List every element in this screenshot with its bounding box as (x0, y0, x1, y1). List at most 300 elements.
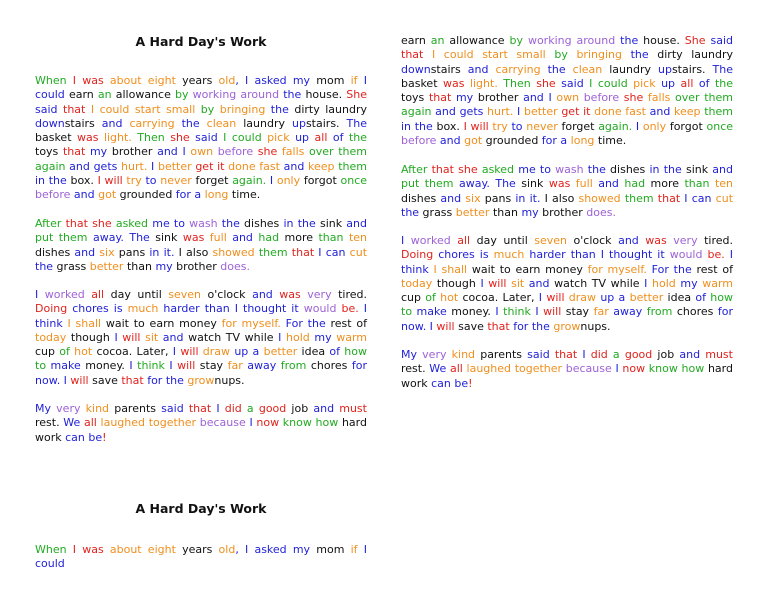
word-run: I thought (595, 248, 653, 262)
word-run: When (35, 543, 67, 556)
word-run: good (619, 348, 653, 361)
word-run: I (266, 174, 274, 188)
word-run: wash (550, 163, 584, 176)
word-run: brother (538, 205, 583, 219)
word-run: the (615, 34, 639, 47)
word-run: harder than (158, 302, 230, 316)
word-run: idea (297, 345, 326, 359)
word-run: until (130, 288, 162, 301)
word-run: how to (401, 291, 733, 319)
word-run: money (540, 262, 583, 276)
word-run: though (432, 276, 476, 290)
word-run: rest (325, 316, 352, 330)
word-run: for now. (35, 359, 368, 387)
word-run: the (279, 88, 302, 102)
word-run: cup (401, 291, 422, 305)
word-run: I (124, 359, 133, 373)
word-run: She (342, 88, 367, 102)
word-run: and (70, 245, 96, 259)
word-run: know (645, 362, 678, 376)
word-run: for now. (401, 305, 734, 333)
word-run: long (201, 188, 229, 202)
word-run: ! (468, 376, 473, 390)
word-run: myself. (236, 316, 281, 330)
word-run: of (351, 316, 367, 330)
paragraph-1 (35, 74, 367, 203)
word-run: would (664, 248, 703, 262)
word-run: worked (38, 288, 85, 301)
word-run: worked (404, 234, 451, 247)
word-run: The (123, 231, 150, 245)
word-run: that (401, 48, 424, 62)
word-run: grass (419, 205, 453, 219)
word-run: of (55, 345, 70, 359)
word-run: stairs (64, 116, 95, 130)
word-run: and (708, 163, 733, 176)
word-run: me to (514, 163, 551, 176)
word-run: before (35, 188, 71, 202)
word-run: I (164, 359, 173, 373)
word-run: grow (549, 319, 581, 333)
word-run: Then (131, 131, 165, 145)
word-run: seven (161, 288, 202, 301)
word-run: my (309, 330, 332, 344)
word-run: I (530, 305, 539, 319)
word-run: cocoa. (458, 291, 499, 305)
word-run: was (71, 131, 99, 145)
word-run: today (401, 276, 433, 290)
word-run: can be (61, 430, 103, 444)
word-run: away (242, 359, 277, 373)
word-run: working around (523, 34, 616, 47)
word-run: bringing (214, 102, 266, 116)
word-run: never (156, 174, 192, 188)
word-run: asked (248, 543, 287, 556)
word-run: save (88, 373, 118, 387)
word-run: that (483, 319, 510, 333)
word-run: it (652, 248, 665, 262)
word-run: now (252, 416, 280, 430)
word-run: will (483, 276, 507, 290)
word-run: harder than (524, 248, 596, 262)
word-run: box. (432, 119, 460, 133)
word-run: full (204, 231, 227, 245)
word-run: and (94, 116, 123, 130)
word-run: once (336, 174, 368, 188)
word-run: the (583, 163, 606, 176)
word-run: I (147, 159, 155, 173)
word-run: gets (89, 159, 118, 173)
word-run: ten (343, 231, 367, 245)
word-run: I (632, 119, 640, 133)
word-run: was (76, 74, 104, 87)
word-run: than (123, 259, 152, 273)
word-run: by (545, 48, 568, 62)
word-run: all (450, 234, 471, 247)
word-run: and (431, 105, 456, 119)
word-run: the (709, 76, 734, 90)
word-run: job (286, 402, 309, 415)
word-run: grow (183, 373, 215, 387)
word-run: of (327, 131, 344, 145)
word-run: put (35, 231, 54, 245)
word-run: only (273, 174, 301, 188)
word-run: to (507, 119, 523, 133)
word-run: dirty laundry (288, 102, 367, 116)
word-run: wait (101, 316, 129, 330)
word-run: very (417, 348, 447, 361)
word-run: in the (401, 119, 433, 133)
word-run: get it (191, 159, 225, 173)
word-run: more (645, 177, 680, 191)
word-run: than (679, 177, 710, 191)
word-run: earn (401, 34, 426, 47)
word-run: grounded (482, 134, 539, 148)
word-run: and (308, 402, 335, 415)
word-run: I could (35, 543, 367, 571)
word-run: When (35, 74, 67, 87)
word-run: dirty laundry (648, 48, 734, 62)
word-run: put (401, 177, 420, 191)
word-run: basket (35, 131, 72, 145)
word-run: day (470, 234, 497, 247)
word-run: TV (587, 276, 607, 290)
word-run: wait (467, 262, 495, 276)
word-run: had (618, 177, 646, 191)
word-run: and (152, 145, 178, 159)
word-run: I (490, 305, 499, 319)
word-run: money. (446, 305, 491, 319)
word-run: better (520, 105, 558, 119)
word-run: had (252, 231, 280, 245)
word-run: the (217, 217, 240, 230)
word-run: dishes (239, 217, 280, 230)
word-run: them (334, 159, 367, 173)
word-run: I (66, 543, 77, 556)
word-run: long (567, 134, 595, 148)
word-run: draw (564, 291, 597, 305)
word-run: is (474, 248, 489, 262)
word-run: brother (172, 259, 217, 273)
word-run: rest. (35, 416, 60, 430)
word-run: draw (198, 345, 231, 359)
word-run: After (401, 163, 428, 176)
word-run: I (168, 345, 177, 359)
word-run: could start small (435, 48, 546, 62)
word-run: falls (277, 145, 305, 159)
word-run: I (211, 402, 220, 415)
word-run: I (540, 191, 548, 205)
word-run: today (35, 330, 67, 344)
word-run: said (35, 102, 58, 116)
word-run: my (85, 145, 108, 159)
word-run: that (183, 402, 212, 415)
word-run: , I (235, 543, 249, 556)
word-run: it (286, 302, 299, 316)
word-run: own (551, 91, 580, 105)
word-run: nups. (580, 319, 611, 333)
word-run: before (579, 91, 620, 105)
word-run: she (619, 91, 644, 105)
word-run: laughed together (96, 416, 197, 430)
word-run: for the (509, 319, 550, 333)
word-run: and (436, 191, 462, 205)
word-run: up a (230, 345, 260, 359)
word-run: I think (401, 248, 734, 276)
word-run: seven (527, 234, 568, 247)
word-run: and (460, 62, 489, 76)
word-run: laundry (236, 116, 286, 130)
word-run: The (705, 62, 733, 76)
paragraph-2 (401, 163, 733, 220)
word-run: my (451, 91, 474, 105)
word-run: from (276, 359, 307, 373)
word-run: how to (35, 345, 367, 373)
word-run: and (611, 234, 639, 247)
word-run: sink (515, 177, 544, 191)
word-run: until (496, 234, 528, 247)
word-run: stairs (430, 62, 461, 76)
word-run: in it. (511, 191, 541, 205)
word-run: Later, (498, 291, 535, 305)
word-run: idea (663, 291, 692, 305)
word-run: I can (680, 191, 712, 205)
word-run: that (427, 163, 454, 176)
word-run: said (555, 76, 584, 90)
word-run: and (158, 330, 184, 344)
word-run: basket (401, 76, 438, 90)
word-run: never (522, 119, 558, 133)
word-run: my (151, 259, 173, 273)
word-run: was (76, 543, 104, 556)
word-run: does. (216, 259, 250, 273)
word-run: will (432, 319, 455, 333)
word-run: hold (281, 330, 310, 344)
word-run: the (401, 205, 420, 219)
word-run: keep (304, 159, 335, 173)
word-run: forgot (300, 174, 337, 188)
word-run: We (59, 416, 81, 430)
paragraph-4 (35, 402, 367, 445)
word-run: tired. (697, 234, 734, 247)
word-run: she (164, 131, 190, 145)
word-run: and (342, 217, 367, 230)
word-run: sink (681, 163, 709, 176)
word-run: box. (66, 174, 94, 188)
word-run: old (212, 74, 236, 87)
word-run: of (693, 76, 710, 90)
word-run: I will (93, 174, 123, 188)
word-run: could start small (94, 102, 196, 116)
word-run: said (189, 131, 218, 145)
word-run: them (419, 177, 454, 191)
word-run: only (639, 119, 667, 133)
word-run: For the (646, 262, 692, 276)
word-run: will (117, 330, 141, 344)
word-run: full (570, 177, 593, 191)
word-run: more (279, 231, 314, 245)
word-run: how (677, 362, 705, 376)
word-run: kind (80, 402, 110, 415)
word-run: that (117, 373, 144, 387)
word-run: if (344, 543, 358, 556)
word-run: said (705, 34, 733, 47)
word-run: did (585, 348, 608, 361)
word-run: cocoa. (92, 345, 133, 359)
word-run: she (530, 76, 556, 90)
word-run: the (265, 102, 289, 116)
word-run: will (172, 359, 196, 373)
word-run: me to (148, 217, 185, 230)
word-run: Then (497, 76, 531, 90)
word-run: said (156, 402, 184, 415)
word-run: forget (557, 119, 595, 133)
word-run: rest. (401, 362, 426, 376)
word-run: I (85, 102, 95, 116)
word-run: was (177, 231, 205, 245)
word-run: forgot (666, 119, 703, 133)
word-run: now (618, 362, 646, 376)
word-run: stairs. (671, 62, 706, 76)
word-run: save (454, 319, 484, 333)
word-run: them (620, 191, 654, 205)
word-run: I (543, 91, 552, 105)
word-run: while (240, 330, 274, 344)
word-run: that (58, 145, 86, 159)
word-run: by (170, 88, 189, 102)
paragraph-2 (35, 217, 367, 274)
word-run: that (287, 245, 315, 259)
word-run: sit (506, 276, 525, 290)
word-run: for a (538, 134, 568, 148)
word-run: I thought (229, 302, 287, 316)
word-run: She (679, 34, 706, 47)
word-run: work (35, 430, 62, 444)
word-run: rest (691, 262, 718, 276)
word-run: done fast (590, 105, 646, 119)
word-run: very (300, 288, 332, 301)
word-run: from (642, 305, 673, 319)
word-run: falls (643, 91, 671, 105)
word-run: I (109, 330, 118, 344)
word-run: hot (435, 291, 459, 305)
word-run: o'clock (201, 288, 246, 301)
word-run: done fast (224, 159, 280, 173)
word-run: time. (594, 134, 627, 148)
word-run: than (313, 231, 344, 245)
word-run: to (494, 262, 511, 276)
word-run: good (253, 402, 287, 415)
word-run: forget (191, 174, 229, 188)
word-run: away. (453, 177, 490, 191)
word-run: watch (183, 330, 222, 344)
word-run: better (259, 345, 298, 359)
word-run: I (534, 291, 543, 305)
word-run: watch (549, 276, 588, 290)
word-run: I (66, 74, 77, 87)
word-run: nups. (214, 373, 245, 387)
word-run: and (518, 91, 544, 105)
word-run: asked (248, 74, 287, 87)
word-run: she (453, 163, 478, 176)
word-run: while (606, 276, 640, 290)
word-run: I (639, 276, 648, 290)
word-run: chores (67, 302, 109, 316)
word-run: work (401, 376, 428, 390)
word-run: old (212, 543, 236, 556)
word-run: did (219, 402, 242, 415)
word-run: that (549, 348, 578, 361)
word-run: I (35, 288, 39, 301)
word-run: down (35, 116, 65, 130)
word-run: of (325, 345, 340, 359)
word-run: For the (280, 316, 326, 330)
word-run: the (35, 259, 54, 273)
word-run: six (95, 245, 115, 259)
word-run: them (53, 231, 88, 245)
word-run: is (108, 302, 123, 316)
word-run: much (122, 302, 159, 316)
word-run: and (279, 159, 305, 173)
word-run: , I (235, 74, 249, 87)
word-run: my (675, 276, 698, 290)
word-run: far (589, 305, 609, 319)
word-run: in it. (145, 245, 175, 259)
word-run: hurt. (117, 159, 148, 173)
word-run: house. (301, 88, 343, 102)
word-run: all (309, 131, 328, 145)
word-run: over them again (401, 91, 733, 119)
word-run: TV (221, 330, 241, 344)
word-run: be. (702, 248, 725, 262)
word-run: The (339, 116, 367, 130)
word-run: clean (565, 62, 603, 76)
word-run: very (51, 402, 81, 415)
word-run: earn (144, 316, 175, 330)
word-run: I (611, 362, 619, 376)
word-run: I (577, 348, 586, 361)
word-run: and (226, 231, 253, 245)
word-run: for (582, 262, 603, 276)
word-run: Doing (35, 302, 68, 316)
word-run: to (128, 316, 145, 330)
paragraph-1-repeat (35, 543, 367, 572)
word-run: allowance (111, 88, 171, 102)
word-run: dishes (35, 245, 71, 259)
word-run: We (425, 362, 447, 376)
word-run: allowance (444, 34, 505, 47)
word-run: an (425, 34, 445, 47)
word-run: all (80, 416, 97, 430)
word-run: she (87, 217, 112, 230)
word-run: toys (35, 145, 59, 159)
word-run: I think (35, 302, 368, 330)
page-title-repeat: A Hard Day's Work (135, 501, 267, 516)
word-run: before (213, 145, 254, 159)
word-run: toys (401, 91, 425, 105)
word-run: does. (582, 205, 616, 219)
word-run: Later, (132, 345, 169, 359)
word-run: that (653, 191, 681, 205)
word-run: all (446, 362, 463, 376)
word-run: up a (596, 291, 626, 305)
word-run: for (216, 316, 237, 330)
word-run: that (57, 102, 86, 116)
word-run: in the (279, 217, 316, 230)
word-run: I (245, 416, 253, 430)
word-run: all (675, 76, 694, 90)
word-run: keep (670, 105, 701, 119)
